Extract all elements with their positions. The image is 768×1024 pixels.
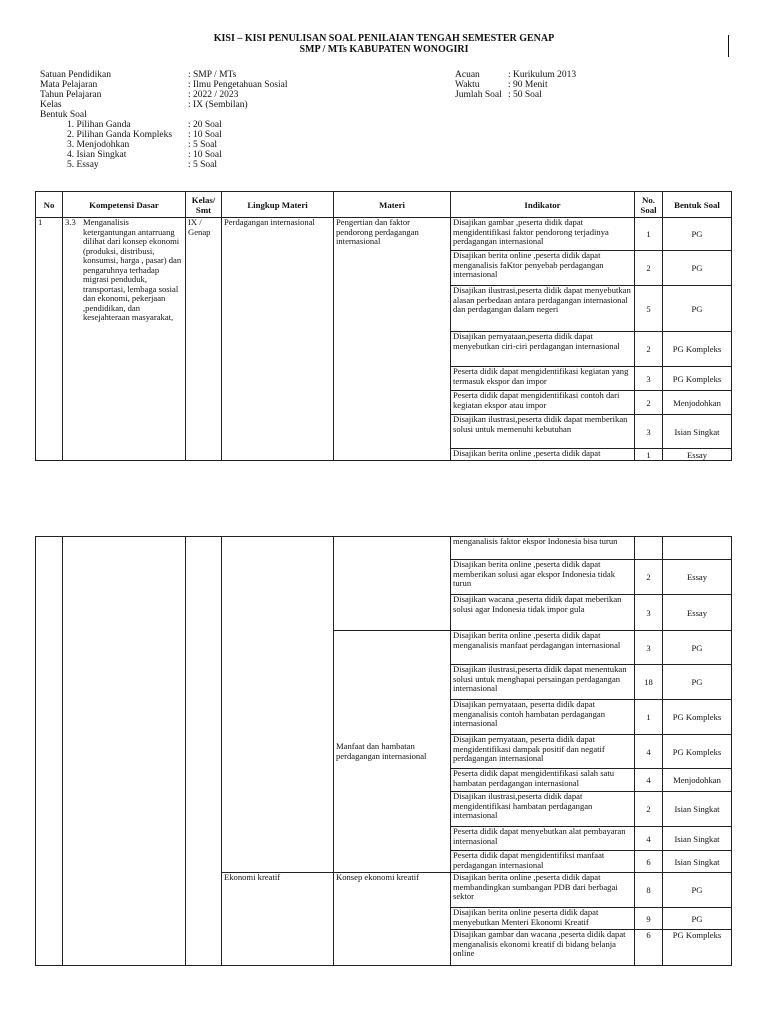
indikator: Disajikan ilustrasi,peserta didik dapat mengidentifikasi hambatan perdagangan internasional [451, 792, 635, 827]
no-soal: 1 [635, 218, 663, 251]
indikator: Disajikan pernyataan, peserta didik dapat menganalisis contoh hambatan perdagangan internasional [451, 700, 635, 735]
meta-label: Waktu [455, 80, 480, 90]
indikator: Disajikan pernyataan,peserta didik dapat menyebutkan ciri-ciri perdagangan internasional [451, 332, 635, 367]
indikator: menganalisis faktor ekspor Indonesia bisa turun [451, 537, 635, 560]
meta-value: : 90 Menit [508, 80, 548, 90]
bentuk-soal: Essay [663, 560, 732, 595]
title-line-2: SMP / MTs KABUPATEN WONOGIRI [299, 44, 469, 55]
indikator: Peserta didik dapat mengidentifikasi contoh dari kegiatan ekspor atau impor [451, 391, 635, 415]
kd-number: 3.3 [65, 217, 76, 227]
bentuk-soal: PG [663, 908, 732, 930]
lingkup-materi: Perdagangan internasional [222, 218, 334, 461]
no-soal: 18 [635, 665, 663, 700]
lingkup-empty [222, 537, 334, 873]
no-soal: 3 [635, 595, 663, 631]
lingkup-ekonomi-kreatif: Ekonomi kreatif [222, 873, 334, 966]
indikator: Disajikan berita online ,peserta didik dapat memberikan solusi agar ekspor Indonesia tidak turun [451, 560, 635, 595]
no-soal: 6 [635, 851, 663, 873]
indikator: Disajikan ilustrasi,peserta didik dapat memberikan solusi untuk memenuhi kebutuhan [451, 415, 635, 449]
meta-label: Tahun Pelajaran [40, 90, 102, 100]
indikator: Disajikan wacana ,peserta didik dapat meberikan solusi agar Indonesia tidak impor gula [451, 595, 635, 631]
bentuk-soal: PG Kompleks [663, 735, 732, 769]
bentuk-soal: PG [663, 665, 732, 700]
meta-right-labels [455, 70, 502, 100]
indikator: Peserta didik dapat mengidentifikasi salah satu hambatan perdagangan internasional [451, 769, 635, 792]
margin-line [728, 35, 729, 57]
bentuk-soal: Menjodohkan [663, 391, 732, 415]
meta-value: : IX (Sembilan) [188, 100, 248, 110]
kisi-table-page-1 [35, 191, 732, 461]
document-title [0, 33, 768, 55]
bentuk-soal: PG Kompleks [663, 332, 732, 367]
table-row [36, 537, 732, 560]
no-soal: 3 [635, 367, 663, 391]
header-no: No [36, 192, 63, 218]
no-soal: 9 [635, 908, 663, 930]
no-soal: 3 [635, 631, 663, 665]
bentuk-soal: Essay [663, 595, 732, 631]
no-soal: 1 [635, 449, 663, 461]
table-row [36, 218, 732, 251]
meta-label: Acuan [455, 70, 480, 80]
meta-left-values [188, 70, 287, 170]
indikator: Peserta didik dapat menyebutkan alat pembayaran internasional [451, 827, 635, 851]
no-soal: 2 [635, 391, 663, 415]
meta-value: : 50 Soal [508, 90, 542, 100]
kelas-empty [186, 537, 222, 966]
header-lingkup: Lingkup Materi [222, 192, 334, 218]
no-soal [635, 537, 663, 560]
meta-value: : 5 Soal [188, 140, 218, 150]
no-soal: 2 [635, 792, 663, 827]
meta-label: 5. Essay [67, 160, 99, 170]
no-soal: 4 [635, 827, 663, 851]
header-bentuk: Bentuk Soal [663, 192, 732, 218]
meta-value: : 20 Soal [188, 120, 222, 130]
header-no-soal: No. Soal [635, 192, 663, 218]
bentuk-soal: PG [663, 631, 732, 665]
indikator: Disajikan gambar dan wacana ,peserta didik dapat menganalisis ekonomi kreatif di bidang belanja online [451, 930, 635, 966]
row-number: 1 [36, 218, 63, 461]
indikator: Disajikan berita online ,peserta didik dapat [451, 449, 635, 461]
indikator: Peserta didik dapat mengidentifikasi kegiatan yang termasuk ekspor dan impor [451, 367, 635, 391]
table-header-row [36, 192, 732, 218]
kompetensi-empty [63, 537, 186, 966]
header-kelas: Kelas/ Smt [186, 192, 222, 218]
no-soal: 1 [635, 700, 663, 735]
meta-value: : Kurikulum 2013 [508, 70, 577, 80]
kompetensi-dasar [63, 218, 186, 461]
indikator: Disajikan berita online peserta didik dapat menyebutkan Menteri Ekonomi Kreatif [451, 908, 635, 930]
no-soal: 3 [635, 415, 663, 449]
meta-label: Kelas [40, 100, 62, 110]
meta-value [188, 110, 287, 120]
meta-value: : 5 Soal [188, 160, 218, 170]
meta-label: 4. Isian Singkat [67, 150, 127, 160]
no-soal: 5 [635, 286, 663, 332]
meta-label: 1. Pilihan Ganda [67, 120, 131, 130]
no-soal: 2 [635, 332, 663, 367]
no-soal: 6 [635, 930, 663, 966]
materi-empty [334, 537, 451, 631]
bentuk-soal [663, 537, 732, 560]
meta-value: : SMP / MTs [188, 70, 237, 80]
header-indikator: Indikator [451, 192, 635, 218]
indikator: Disajikan pernyataan, peserta didik dapat mengidentifikasi dampak positif dan negatif perdagangan internasional [451, 735, 635, 769]
no-soal: 4 [635, 735, 663, 769]
meta-label: Satuan Pendidikan [40, 70, 111, 80]
kelas-semester: IX / Genap [186, 218, 222, 461]
bentuk-soal: PG [663, 218, 732, 251]
meta-value: : Ilmu Pengetahuan Sosial [188, 80, 288, 90]
no-soal: 8 [635, 873, 663, 908]
kisi-table-page-2 [35, 536, 732, 966]
bentuk-soal: PG Kompleks [663, 367, 732, 391]
no-soal: 2 [635, 560, 663, 595]
meta-value: : 10 Soal [188, 150, 222, 160]
bentuk-soal: Essay [663, 449, 732, 461]
header-materi: Materi [334, 192, 451, 218]
materi: Pengertian dan faktor pendorong perdagangan internasional [334, 218, 451, 461]
bentuk-soal: PG [663, 873, 732, 908]
bentuk-soal: PG Kompleks [663, 700, 732, 735]
bentuk-soal: Isian Singkat [663, 415, 732, 449]
header-kompetensi: Kompetensi Dasar [63, 192, 186, 218]
meta-left-labels [40, 70, 172, 170]
indikator: Disajikan berita online ,peserta didik dapat membandingkan sumbangan PDB dari berbagai sektor [451, 873, 635, 908]
meta-label: Bentuk Soal [40, 110, 87, 120]
indikator: Disajikan gambar ,peserta didik dapat mengidentifikasi faktor pendorong terjadinya perdagangan internasional [451, 218, 635, 251]
no-soal: 2 [635, 251, 663, 286]
bentuk-soal: Isian Singkat [663, 851, 732, 873]
indikator: Disajikan berita online ,peserta didik dapat menganalisis manfaat perdagangan internasional [451, 631, 635, 665]
meta-label: 2. Pilihan Ganda Kompleks [67, 130, 173, 140]
meta-label: Jumlah Soal [455, 90, 502, 100]
bentuk-soal: Isian Singkat [663, 792, 732, 827]
title-line-1: KISI – KISI PENULISAN SOAL PENILAIAN TENGAH SEMESTER GENAP [213, 33, 555, 44]
no-soal: 4 [635, 769, 663, 792]
materi-manfaat-hambatan: Manfaat dan hambatan perdagangan internasional [334, 631, 451, 873]
indikator: Disajikan berita online ,peserta didik dapat menganalisis faKtor penyebab perdagangan internasional [451, 251, 635, 286]
meta-label: 3. Menjodohkan [67, 140, 130, 150]
materi-konsep-ekonomi-kreatif: Konsep ekonomi kreatif [334, 873, 451, 966]
indikator: Disajikan ilustrasi,peserta didik dapat menyebutkan alasan perbedaan antara perdagangan internasional dan perdagangan dalam negeri [451, 286, 635, 332]
meta-value: : 10 Soal [188, 130, 222, 140]
meta-value: : 2022 / 2023 [188, 90, 239, 100]
indikator: Disajikan ilustrasi,peserta didik dapat menentukan solusi untuk menghapai persaingan perdagangan internasional [451, 665, 635, 700]
bentuk-soal: Menjodohkan [663, 769, 732, 792]
row-number-empty [36, 537, 63, 966]
kd-text: Menganalisis ketergantungan antarruang dilihat dari konsep ekonomi (produksi, distribusi, konsumsi, harga , pasar) dan pengaruhnya terhadap migrasi penduduk, transportasi, lembaga sosial dan ekonomi, pekerjaan ,pendidikan, dan kesejahteraan masyarakat, [83, 217, 182, 322]
meta-label: Mata Pelajaran [40, 80, 98, 90]
bentuk-soal: PG [663, 251, 732, 286]
bentuk-soal: Isian Singkat [663, 827, 732, 851]
bentuk-soal: PG Kompleks [663, 930, 732, 966]
bentuk-soal: PG [663, 286, 732, 332]
indikator: Peserta didik dapat mengidentifiksi manfaat perdagangan internasional [451, 851, 635, 873]
meta-right-values [508, 70, 576, 100]
